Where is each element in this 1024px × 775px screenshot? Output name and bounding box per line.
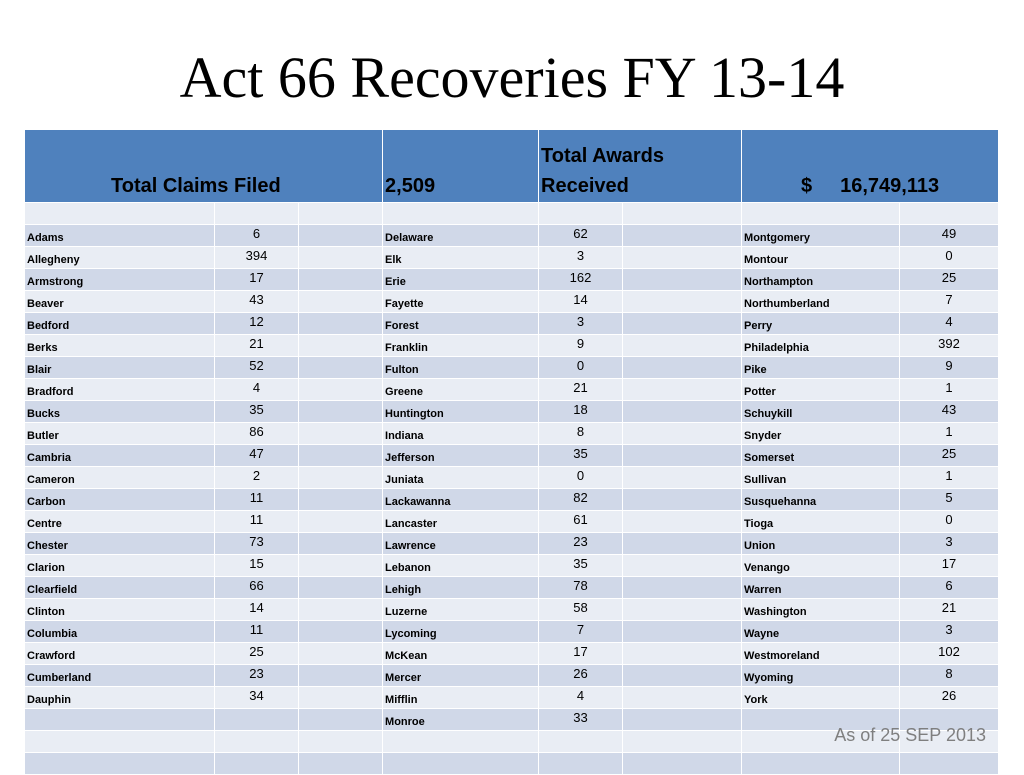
county-count: 3 <box>539 247 623 269</box>
county-name: Northampton <box>742 269 900 291</box>
county-name: Crawford <box>25 643 215 665</box>
total-claims-value: 2,509 <box>383 130 539 203</box>
county-count: 4 <box>900 313 999 335</box>
empty-cell <box>623 247 742 269</box>
county-name: Carbon <box>25 489 215 511</box>
county-count: 162 <box>539 269 623 291</box>
county-count: 82 <box>539 489 623 511</box>
empty-cell <box>623 511 742 533</box>
county-name: Mercer <box>383 665 539 687</box>
empty-cell <box>383 731 539 753</box>
county-name: Lackawanna <box>383 489 539 511</box>
county-count: 6 <box>215 225 299 247</box>
county-name: Lehigh <box>383 577 539 599</box>
table-row <box>25 269 999 291</box>
empty-cell <box>299 445 383 467</box>
county-count: 25 <box>900 269 999 291</box>
county-name: McKean <box>383 643 539 665</box>
county-name: Blair <box>25 357 215 379</box>
county-count: 14 <box>215 599 299 621</box>
empty-cell <box>623 445 742 467</box>
empty-cell <box>623 401 742 423</box>
empty-cell <box>299 753 383 775</box>
table-row <box>25 643 999 665</box>
county-count: 11 <box>215 511 299 533</box>
county-count: 1 <box>900 423 999 445</box>
empty-cell <box>623 291 742 313</box>
table-header-row <box>25 130 999 203</box>
empty-cell <box>215 753 299 775</box>
empty-cell <box>742 203 900 225</box>
total-awards-label-line1: Total Awards <box>541 145 665 167</box>
empty-cell <box>299 467 383 489</box>
county-name: Huntington <box>383 401 539 423</box>
table-row <box>25 577 999 599</box>
empty-cell <box>299 247 383 269</box>
county-name: Clinton <box>25 599 215 621</box>
county-name: Lancaster <box>383 511 539 533</box>
county-name: Indiana <box>383 423 539 445</box>
county-count: 102 <box>900 643 999 665</box>
table-row <box>25 379 999 401</box>
empty-cell <box>623 621 742 643</box>
county-name: Clearfield <box>25 577 215 599</box>
county-name: Somerset <box>742 445 900 467</box>
empty-cell <box>299 599 383 621</box>
county-name: Dauphin <box>25 687 215 709</box>
county-count: 34 <box>215 687 299 709</box>
empty-cell <box>623 643 742 665</box>
county-name: Tioga <box>742 511 900 533</box>
empty-cell <box>299 225 383 247</box>
county-name: Susquehanna <box>742 489 900 511</box>
empty-cell <box>539 203 623 225</box>
county-count: 4 <box>539 687 623 709</box>
county-count: 35 <box>539 555 623 577</box>
county-name: Westmoreland <box>742 643 900 665</box>
county-count: 11 <box>215 489 299 511</box>
county-name: Berks <box>25 335 215 357</box>
empty-cell <box>299 709 383 731</box>
empty-cell <box>623 357 742 379</box>
county-name: Union <box>742 533 900 555</box>
table-row <box>25 423 999 445</box>
county-count: 8 <box>539 423 623 445</box>
county-count: 12 <box>215 313 299 335</box>
table-row <box>25 533 999 555</box>
table-row <box>25 511 999 533</box>
as-of-date: As of 25 SEP 2013 <box>834 725 986 745</box>
empty-cell <box>623 709 742 731</box>
county-name: Schuykill <box>742 401 900 423</box>
table-row <box>25 665 999 687</box>
empty-cell <box>299 203 383 225</box>
county-count: 21 <box>900 599 999 621</box>
county-count: 78 <box>539 577 623 599</box>
county-name: Potter <box>742 379 900 401</box>
county-count: 0 <box>539 467 623 489</box>
county-name: Cumberland <box>25 665 215 687</box>
table-row <box>25 445 999 467</box>
total-claims-label: Total Claims Filed <box>25 130 383 203</box>
empty-cell <box>623 313 742 335</box>
empty-cell <box>299 643 383 665</box>
empty-cell <box>623 269 742 291</box>
county-count: 394 <box>215 247 299 269</box>
county-count: 86 <box>215 423 299 445</box>
county-name: Montour <box>742 247 900 269</box>
county-count: 61 <box>539 511 623 533</box>
empty-cell <box>299 335 383 357</box>
county-count: 4 <box>215 379 299 401</box>
county-name: Bucks <box>25 401 215 423</box>
county-name: Lycoming <box>383 621 539 643</box>
county-name: Luzerne <box>383 599 539 621</box>
county-name: Wayne <box>742 621 900 643</box>
county-count: 11 <box>215 621 299 643</box>
empty-cell <box>900 203 999 225</box>
county-count: 0 <box>539 357 623 379</box>
county-name: Bedford <box>25 313 215 335</box>
county-name: Centre <box>25 511 215 533</box>
county-name: Adams <box>25 225 215 247</box>
county-name: Snyder <box>742 423 900 445</box>
county-name: Juniata <box>383 467 539 489</box>
empty-cell <box>623 731 742 753</box>
county-count: 52 <box>215 357 299 379</box>
empty-cell <box>215 731 299 753</box>
county-name: Perry <box>742 313 900 335</box>
county-name: Washington <box>742 599 900 621</box>
table-row <box>25 335 999 357</box>
spacer-row <box>25 203 999 225</box>
county-count: 8 <box>900 665 999 687</box>
empty-cell <box>299 489 383 511</box>
empty-cell <box>299 687 383 709</box>
recoveries-table <box>25 130 999 775</box>
empty-cell <box>539 731 623 753</box>
county-name: Clarion <box>25 555 215 577</box>
slide-title: Act 66 Recoveries FY 13-14 <box>179 45 845 110</box>
empty-cell <box>299 577 383 599</box>
county-count: 3 <box>539 313 623 335</box>
empty-cell <box>383 753 539 775</box>
county-name: Philadelphia <box>742 335 900 357</box>
county-name: Wyoming <box>742 665 900 687</box>
county-name: Chester <box>25 533 215 555</box>
county-name: Lebanon <box>383 555 539 577</box>
empty-cell <box>299 621 383 643</box>
county-count: 392 <box>900 335 999 357</box>
empty-cell <box>299 357 383 379</box>
empty-cell <box>623 225 742 247</box>
county-count: 17 <box>539 643 623 665</box>
county-count: 3 <box>900 621 999 643</box>
county-name: Greene <box>383 379 539 401</box>
county-count: 33 <box>539 709 623 731</box>
county-name: Butler <box>25 423 215 445</box>
county-count: 9 <box>539 335 623 357</box>
table-row <box>25 599 999 621</box>
county-count: 23 <box>539 533 623 555</box>
empty-cell <box>25 203 215 225</box>
table-row <box>25 225 999 247</box>
county-count: 26 <box>900 687 999 709</box>
empty-cell <box>623 753 742 775</box>
empty-cell <box>623 203 742 225</box>
empty-cell <box>742 753 900 775</box>
county-count: 14 <box>539 291 623 313</box>
empty-cell <box>25 731 215 753</box>
county-count: 7 <box>900 291 999 313</box>
county-count: 43 <box>900 401 999 423</box>
empty-cell <box>299 313 383 335</box>
empty-cell <box>623 489 742 511</box>
county-count: 43 <box>215 291 299 313</box>
county-name: Allegheny <box>25 247 215 269</box>
county-count: 0 <box>900 247 999 269</box>
county-count: 2 <box>215 467 299 489</box>
empty-cell <box>383 203 539 225</box>
empty-cell <box>623 665 742 687</box>
county-count: 23 <box>215 665 299 687</box>
empty-cell <box>623 335 742 357</box>
empty-cell <box>299 269 383 291</box>
empty-cell <box>299 731 383 753</box>
total-awards-label <box>539 130 742 203</box>
empty-cell <box>299 423 383 445</box>
empty-cell <box>623 687 742 709</box>
county-count: 21 <box>215 335 299 357</box>
currency-symbol: $ <box>800 175 813 197</box>
county-count: 26 <box>539 665 623 687</box>
county-name: Armstrong <box>25 269 215 291</box>
county-count: 58 <box>539 599 623 621</box>
county-name: Warren <box>742 577 900 599</box>
empty-cell <box>299 511 383 533</box>
county-count: 21 <box>539 379 623 401</box>
county-count: 9 <box>900 357 999 379</box>
county-name: Beaver <box>25 291 215 313</box>
county-name: Bradford <box>25 379 215 401</box>
table-row <box>25 621 999 643</box>
county-count: 49 <box>900 225 999 247</box>
empty-cell <box>215 709 299 731</box>
empty-cell <box>25 753 215 775</box>
county-name: Sullivan <box>742 467 900 489</box>
county-name: Elk <box>383 247 539 269</box>
county-count: 7 <box>539 621 623 643</box>
empty-cell <box>299 665 383 687</box>
table-row <box>25 687 999 709</box>
county-name: Pike <box>742 357 900 379</box>
empty-cell <box>539 753 623 775</box>
table-row <box>25 313 999 335</box>
empty-cell <box>299 533 383 555</box>
spacer-row <box>25 753 999 775</box>
table-row <box>25 247 999 269</box>
county-count: 62 <box>539 225 623 247</box>
empty-cell <box>623 533 742 555</box>
county-name: Cambria <box>25 445 215 467</box>
county-name: Franklin <box>383 335 539 357</box>
empty-cell <box>623 555 742 577</box>
county-name: Delaware <box>383 225 539 247</box>
county-name: Cameron <box>25 467 215 489</box>
county-count: 17 <box>900 555 999 577</box>
county-count: 66 <box>215 577 299 599</box>
empty-cell <box>215 203 299 225</box>
total-awards-value <box>742 130 999 203</box>
county-name: Forest <box>383 313 539 335</box>
county-count: 35 <box>539 445 623 467</box>
total-awards-label-line2: Received <box>541 175 629 197</box>
county-count: 3 <box>900 533 999 555</box>
empty-cell <box>900 753 999 775</box>
county-name: Fayette <box>383 291 539 313</box>
county-count: 73 <box>215 533 299 555</box>
county-count: 35 <box>215 401 299 423</box>
empty-cell <box>623 423 742 445</box>
empty-cell <box>25 709 215 731</box>
empty-cell <box>623 577 742 599</box>
empty-cell <box>299 379 383 401</box>
county-count: 5 <box>900 489 999 511</box>
county-name: Monroe <box>383 709 539 731</box>
empty-cell <box>623 467 742 489</box>
county-name: Columbia <box>25 621 215 643</box>
county-name: Venango <box>742 555 900 577</box>
empty-cell <box>299 291 383 313</box>
county-name: York <box>742 687 900 709</box>
table-row <box>25 357 999 379</box>
county-count: 6 <box>900 577 999 599</box>
table-row <box>25 489 999 511</box>
county-count: 1 <box>900 467 999 489</box>
county-name: Lawrence <box>383 533 539 555</box>
table-row <box>25 401 999 423</box>
empty-cell <box>623 599 742 621</box>
county-count: 18 <box>539 401 623 423</box>
county-name: Jefferson <box>383 445 539 467</box>
empty-cell <box>623 379 742 401</box>
table-row <box>25 555 999 577</box>
county-name: Northumberland <box>742 291 900 313</box>
county-count: 1 <box>900 379 999 401</box>
empty-cell <box>299 401 383 423</box>
empty-cell <box>299 555 383 577</box>
county-name: Fulton <box>383 357 539 379</box>
table-row <box>25 291 999 313</box>
total-awards-amount: 16,749,113 <box>840 175 940 197</box>
county-name: Montgomery <box>742 225 900 247</box>
county-count: 25 <box>215 643 299 665</box>
county-name: Erie <box>383 269 539 291</box>
table-row <box>25 467 999 489</box>
county-name: Mifflin <box>383 687 539 709</box>
county-count: 15 <box>215 555 299 577</box>
county-count: 25 <box>900 445 999 467</box>
county-count: 47 <box>215 445 299 467</box>
county-count: 0 <box>900 511 999 533</box>
county-count: 17 <box>215 269 299 291</box>
